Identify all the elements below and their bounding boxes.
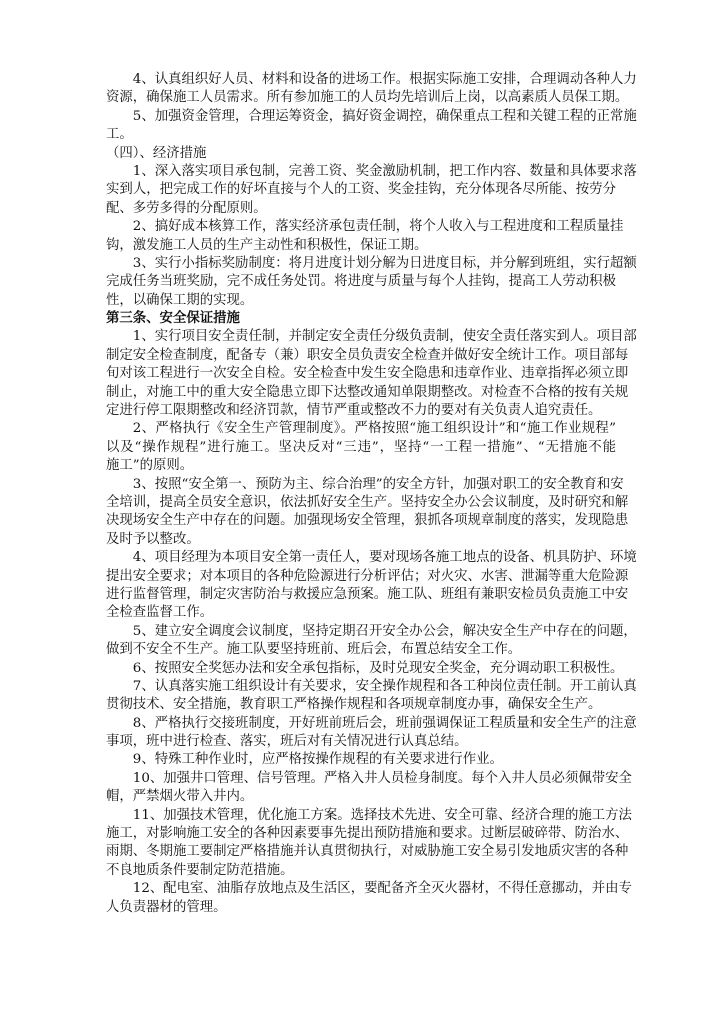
heading-text: 第三条、安全保证措施	[106, 311, 240, 327]
paragraph-line: 实到人，把完成工作的好坏直接与个人的工资、奖金挂钩，充分体现各尽所能、按劳分	[106, 182, 616, 198]
paragraph-line: 1、深入落实项目承包制，完善工资、奖金激励机制，把工作内容、数量和具体要求落	[132, 163, 637, 179]
paragraph-line: 人负责器材的管理。	[106, 899, 227, 915]
heading-text: （四）、经济措施	[106, 145, 207, 161]
paragraph	[106, 660, 624, 678]
paragraph-line: 全检查监督工作。	[106, 605, 214, 621]
paragraph	[106, 715, 637, 752]
paragraph-line: 资源，确保施工人员需求。所有参加施工的人员均先培训后上岗，以高素质人员保工期。	[106, 90, 629, 106]
paragraph-line: 完成任务当班奖励，完不成任务处罚。将进度与质量与每个人挂钩，提高工人劳动积极	[106, 274, 616, 290]
paragraph-line: 全培训，提高全员安全意识，依法抓好安全生产。坚持安全办公会议制度，及时研究和解	[106, 494, 629, 510]
paragraph-line: 雨期、冬期施工要制定严格措施并认真贯彻执行，对威胁施工安全易引发地质灾害的各种	[106, 844, 629, 860]
paragraph	[106, 71, 637, 108]
paragraph	[106, 218, 624, 255]
paragraph-line: 6、按照安全奖惩办法和安全承包指标，及时兑现安全奖金，充分调动职工积极性。	[132, 660, 624, 676]
paragraph	[106, 807, 632, 881]
paragraph-line: 事项，班中进行检查、落实，班后对有关情况进行认真总结。	[106, 734, 468, 750]
paragraph	[106, 549, 637, 623]
paragraph-line: 5、加强资金管理，合理运筹资金，搞好资金调控，确保重点工程和关键工程的正常施	[132, 108, 637, 124]
paragraph-line: 施工，对影响施工安全的各种因素要事先提出预防措施和要求。过断层破碎带、防治水、	[106, 826, 629, 842]
paragraph-line: 7、认真落实施工组织设计有关要求，安全操作规程和各工种岗位责任制。开工前认真	[132, 678, 637, 694]
paragraph	[106, 328, 637, 420]
paragraph	[106, 678, 637, 715]
paragraph-line: 帽，严禁烟火带入井内。	[106, 789, 254, 805]
paragraph-line: 制止，对施工中的重大安全隐患立即下达整改通知单限期整改。对检查不合格的按有关规	[106, 384, 629, 400]
paragraph-line: 进行监督管理，制定灾害防治与救援应急预案。施工队、班组有兼职安检员负责施工中安	[106, 586, 629, 602]
paragraph-line: 定进行停工限期整改和经济罚款，情节严重或整改不力的要对有关负责人追究责任。	[106, 403, 602, 419]
paragraph-line: 8、严格执行交接班制度，开好班前班后会，班前强调保证工程质量和安全生产的注意	[132, 715, 637, 731]
paragraph-line: 4、认真组织好人员、材料和设备的进场工作。根据实际施工安排，合理调动各种人力	[132, 72, 637, 87]
paragraph	[106, 108, 637, 145]
paragraph-line: 4、项目经理为本项目安全第一责任人，要对现场各施工地点的设备、机具防护、环境	[132, 550, 637, 566]
document-page	[106, 71, 637, 917]
paragraph-line: 决现场安全生产中存在的问题。加强现场安全管理，狠抓各项规章制度的落实，发现隐患	[106, 513, 629, 529]
paragraph	[106, 880, 632, 917]
paragraph	[106, 255, 637, 310]
section-heading	[106, 145, 616, 163]
paragraph-line: 性，以确保工期的实现。	[106, 292, 254, 308]
paragraph	[106, 163, 637, 218]
paragraph-line: 做到不安全不生产。施工队要坚持班前、班后会，布置总结安全工作。	[106, 642, 522, 658]
paragraph-line: 以及“操作规程”进行施工。坚决反对“三违”，坚持“一工程一措施”、“无措施不能	[106, 439, 616, 455]
paragraph-line: 提出安全要求；对本项目的各种危险源进行分析评估；对火灾、水害、泄漏等重大危险源	[106, 568, 629, 584]
paragraph-line: 9、特殊工种作业时，应严格按操作规程的有关要求进行作业。	[132, 752, 503, 768]
section-heading	[106, 310, 616, 328]
paragraph	[106, 751, 616, 769]
paragraph-line: 10、加强井口管理、信号管理。严格入井人员检身制度。每个入井人员必须佩带安全	[132, 770, 632, 786]
paragraph-line: 旬对该工程进行一次安全自检。安全检查中发生安全隐患和违章作业、违章指挥必须立即	[106, 366, 629, 382]
paragraph-line: 钩，激发施工人员的生产主动性和积极性，保证工期。	[106, 237, 428, 253]
paragraph-line: 3、实行小指标奖励制度：将月进度计划分解为日进度目标，并分解到班组，实行超额	[132, 255, 637, 271]
paragraph-line: 工。	[106, 127, 133, 143]
paragraph	[106, 420, 616, 475]
paragraph-line: 2、搞好成本核算工作，落实经济承包责任制，将个人收入与工程进度和工程质量挂	[132, 219, 624, 235]
paragraph-line: 贯彻技术、安全措施，教育职工严格操作规程和各项规章制度办事，确保安全生产。	[106, 697, 602, 713]
paragraph-line: 施工”的原则。	[106, 458, 194, 474]
paragraph	[106, 476, 629, 550]
paragraph-line: 11、加强技术管理，优化施工方案。选择技术先进、安全可靠、经济合理的施工方法	[132, 807, 632, 823]
paragraph-line: 配、多劳多得的分配原则。	[106, 200, 267, 216]
paragraph-line: 及时予以整改。	[106, 531, 200, 547]
paragraph-line: 12、配电室、油脂存放地点及生活区，要配备齐全灭火器材，不得任意挪动，并由专	[132, 881, 632, 897]
paragraph	[106, 623, 637, 660]
paragraph-line: 制定安全检查制度，配备专（兼）职安全员负责安全检查并做好安全统计工作。项目部每	[106, 347, 629, 363]
paragraph	[106, 770, 632, 807]
paragraph-line: 3、按照“安全第一、预防为主、综合治理”的安全方针，加强对职工的安全教育和安	[132, 476, 624, 492]
paragraph-line: 5、建立安全调度会议制度，坚持定期召开安全办公会，解决安全生产中存在的问题，	[132, 623, 637, 639]
paragraph-line: 不良地质条件要制定防范措施。	[106, 862, 294, 878]
paragraph-line: 2、严格执行《安全生产管理制度》。严格按照“施工组织设计”和“施工作业规程”	[132, 421, 616, 437]
paragraph-line: 1、实行项目安全责任制，并制定安全责任分级负责制，使安全责任落实到人。项目部	[132, 329, 637, 345]
